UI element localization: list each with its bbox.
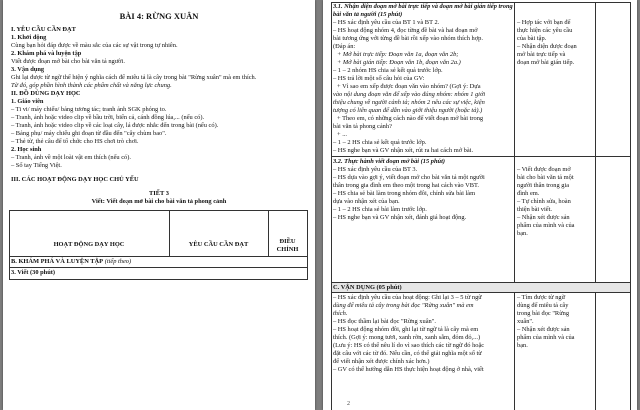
text-line: – HS nghe bạn và GV nhận xét, rút ra hai cách mở bài.: [333, 147, 474, 154]
section-b-row: [11, 258, 131, 266]
requirement-line: bài cho bài văn tả một: [517, 174, 574, 181]
section-b-label: B. KHÁM PHÁ VÀ LUYỆN TẬP: [11, 258, 104, 265]
table-header-activity: HOẠT ĐỘNG DẠY HỌC: [53, 241, 125, 248]
lesson-subtitle: Viết: Viết đoạn mở bài cho bài văn tả phong cảnh: [91, 198, 227, 205]
text-line: thân trong gia đình em theo một trong hai cách vào VBT.: [333, 182, 480, 189]
text-line: thích.: [333, 310, 348, 317]
text-line: + Vì sao em xếp được đoạn văn vào nhóm? (Gợi ý: Dựa: [337, 83, 481, 90]
text-line: – HS đọc thầm lại bài đọc "Rừng xuân".: [333, 318, 436, 325]
heading-materials: II. ĐỒ DÙNG DẠY HỌC: [11, 90, 81, 97]
text-line: – Tranh, ảnh hoặc video clip về bầu trời, biển cả, cánh đồng lúa,... (nếu có).: [11, 114, 205, 121]
text-line: – Thẻ từ, thẻ câu để tổ chức cho HS chơi trò chơi.: [11, 138, 139, 145]
text-line: vào nội dung đoạn văn để xếp vào đúng nhóm: nhóm 1 giới: [333, 91, 486, 98]
text-line: + Mở bài trực tiếp: Đoạn văn 1a, đoạn văn 2b;: [337, 51, 459, 58]
text-line: thích. (Gợi ý: mong tươi, xanh rờn, xanh sẫm, đỏm đỏ,...): [333, 334, 481, 341]
text-line: – GV có thể hướng dẫn HS thực hiện hoạt động ở nhà, viết: [333, 366, 484, 373]
requirement-line: – Nhận xét được sản: [517, 214, 570, 221]
requirement-line: của bài tập.: [517, 35, 547, 42]
requirement-line: – Nhận diện được đoạn: [517, 43, 577, 50]
text-line: – HS xác định yêu cầu của hoạt động: Ghi lại 3 – 5 từ ngữ: [333, 294, 482, 301]
text-line: – HS nghe bạn và GV nhận xét, đánh giá hoạt động.: [333, 214, 467, 221]
text-line: Ghi lại được từ ngữ thể hiện ý nghĩa cách để miêu tả là cây trong bài "Rừng xuân" mà em thích.: [11, 74, 257, 81]
text-line: – HS hoạt động nhóm 4, đọc từng đề bài và hai đoạn mở: [333, 27, 478, 34]
text-line: + Theo em, có những cách nào để viết đoạn mở bài trong: [337, 115, 484, 122]
text-line: – 1 – 2 HS chia sẻ bài làm trước lớp.: [333, 206, 427, 213]
requirement-line: đoạn mở bài gián tiếp.: [517, 59, 575, 66]
text-line: Viết được đoạn mở bài cho bài văn tả người.: [11, 58, 125, 65]
requirement-line: thiện bài viết.: [517, 206, 552, 213]
requirement-line: – Nhận xét được sản: [517, 326, 570, 333]
requirement-line: – Viết được đoạn mở: [517, 166, 571, 173]
text-line: để viết nhận xét được chính xác hơn.): [333, 358, 430, 365]
heading-student: 2. Học sinh: [11, 146, 42, 153]
requirement-line: người thân trong gia: [517, 182, 570, 189]
requirement-line: – Tìm được từ ngữ: [517, 294, 566, 301]
text-line: – HS trả lời một số câu hỏi của GV:: [333, 75, 425, 82]
text-line: dùng để miêu tả cây trong bài đọc "Rừng xuân" mà em: [333, 302, 474, 309]
text-line: Cùng bạn hỏi đáp được về màu sắc của các sự vật trong tự nhiên.: [11, 42, 178, 49]
requirement-line: – Tự chỉnh sửa, hoàn: [517, 198, 571, 205]
text-line: – Bảng phụ/ máy chiếu ghi đoạn từ đầu đến "cây chùm bao".: [11, 130, 167, 137]
text-line: (Đáp án:: [333, 43, 356, 50]
requirement-line: bạn.: [517, 230, 528, 237]
table-header-requirement: YÊU CẦU CẦN ĐẠT: [188, 241, 249, 248]
text-line: – 1 – 2 HS chia sẻ kết quả trước lớp.: [333, 139, 427, 146]
document-page-2: [323, 0, 637, 410]
requirement-line: xuân".: [517, 318, 534, 325]
section-writing-row: 3. Viết (30 phút): [11, 269, 56, 276]
requirement-line: bạn.: [517, 342, 528, 349]
text-line: bài văn tả phong cảnh?: [333, 123, 392, 130]
text-line: – Tranh, ảnh về một loài vật em thích (nếu có).: [11, 154, 131, 161]
text-line: bài tương ứng với từng đề bài rồi xếp vào nhóm thích hợp.: [333, 35, 483, 42]
table-header-adjust: ĐIỀU CHỈNH: [276, 238, 299, 253]
text-line: dựa vào nhận xét của bạn.: [333, 198, 400, 205]
lesson-title: BÀI 4: RỪNG XUÂN: [119, 11, 199, 21]
section-b-note: (tiếp theo): [104, 258, 132, 265]
heading-explore: 2. Khám phá và luyện tập: [11, 50, 82, 57]
heading-requirements: I. YÊU CẦU CẦN ĐẠT: [11, 26, 76, 33]
lesson-period: TIẾT 3: [149, 190, 169, 197]
requirement-line: dùng để miêu tả cây: [517, 302, 569, 309]
text-line: đặt câu với các từ đó. Nếu cần, có thể giải nghĩa một số từ: [333, 350, 482, 357]
text-line: + Mở bài gián tiếp: Đoạn văn 1b, đoạn văn 2a.): [337, 59, 461, 66]
text-line: – HS chia sẻ bài làm trong nhóm đôi, chỉnh sửa bài làm: [333, 190, 476, 197]
section-apply-heading: C. VẬN DỤNG (05 phút): [333, 284, 402, 291]
text-line: – HS dựa vào gợi ý, viết đoạn mở cho bài văn tả một người: [333, 174, 485, 181]
row-heading-practice: 3.2. Thực hành viết đoạn mở bài (15 phút): [333, 158, 446, 165]
text-line: – Tranh, ảnh hoặc video clip về các loại cây, lá được nhắc đến trong bài (nếu có).: [11, 122, 219, 129]
requirement-line: trong bài đọc "Rừng: [517, 310, 570, 317]
requirement-line: đình em.: [517, 190, 540, 197]
text-line: – Ti vi/ máy chiếu/ bảng tương tác; tranh ảnh SGK phóng to.: [11, 106, 167, 113]
row-heading-identify: 3.1. Nhận diện đoạn mở bài trực tiếp và đoạn mở bài gián tiếp trong bài văn tả người (15 phút): [333, 3, 513, 18]
heading-teacher: 1. Giáo viên: [11, 98, 44, 105]
text-line: – HS hoạt động nhóm đôi, ghi lại từ ngữ tả là cây mà em: [333, 326, 479, 333]
text-line: (Lưu ý: HS có thể nêu lí do vì sao thích các từ ngữ đó hoặc: [333, 342, 485, 349]
heading-warmup: 1. Khởi động: [11, 34, 47, 41]
heading-activities: III. CÁC HOẠT ĐỘNG DẠY HỌC CHỦ YẾU: [11, 176, 139, 183]
text-line: + ...: [337, 131, 347, 138]
requirement-line: mở bài trực tiếp và: [517, 51, 566, 58]
text-line: – Sổ tay Tiếng Việt.: [11, 162, 62, 169]
requirement-line: phẩm của mình và của: [517, 222, 575, 229]
document-page-1: [3, 0, 315, 410]
heading-apply: 3. Vận dụng: [11, 66, 45, 73]
text-line: – HS xác định yêu cầu của BT 3.: [333, 166, 418, 173]
text-line: – 1 – 2 nhóm HS chia sẻ kết quả trước lớp.: [333, 67, 443, 74]
requirement-line: phẩm của mình và của: [517, 334, 575, 341]
text-line: thiệu chung về người cảnh tả; nhóm 2 nêu các sự việc, kiện: [333, 99, 485, 106]
requirement-line: – Hợp tác với bạn để: [517, 19, 571, 26]
text-line: Từ đó, góp phần hình thành các phẩm chất và năng lực chung.: [11, 82, 172, 89]
requirement-line: thực hiện các yêu cầu: [517, 27, 573, 34]
page-number: 2: [347, 401, 350, 407]
text-line: tượng có liên quan để dẫn vào giới thiệu người (hoặc tả).): [333, 107, 483, 114]
text-line: – HS xác định yêu cầu của BT 1 và BT 2.: [333, 19, 440, 26]
